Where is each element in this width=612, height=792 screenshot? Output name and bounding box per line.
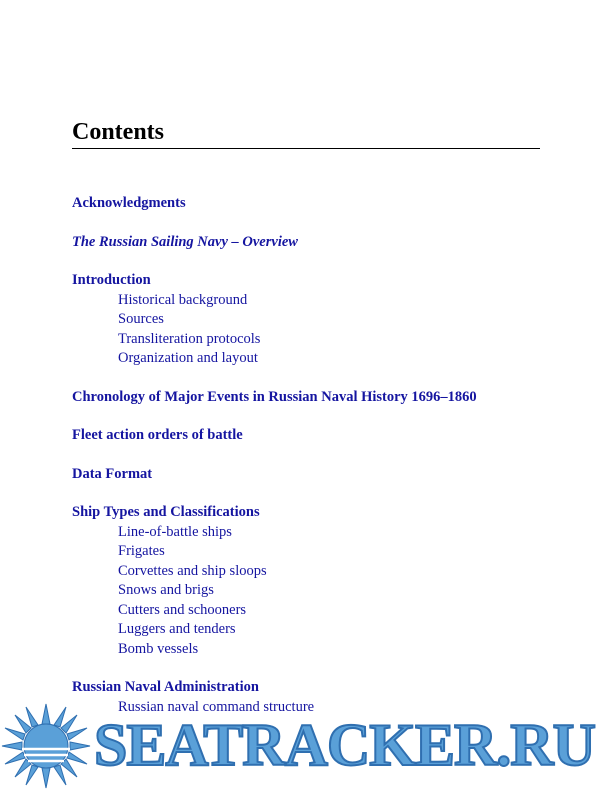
toc-section-data-format xyxy=(72,465,542,485)
toc-link-introduction[interactable]: Introduction xyxy=(72,272,151,288)
toc-link-naval-admin[interactable]: Russian Naval Administration xyxy=(72,679,259,695)
page-title: Contents xyxy=(72,118,540,149)
sun-over-sea-icon xyxy=(0,702,92,790)
toc-sublink-transliteration[interactable]: Transliteration protocols xyxy=(118,330,261,347)
toc-sublink-organization[interactable]: Organization and layout xyxy=(118,350,258,366)
table-of-contents xyxy=(72,194,542,736)
toc-section-acknowledgments xyxy=(72,194,542,214)
toc-link-data-format[interactable]: Data Format xyxy=(72,465,153,482)
toc-sublink-luggers[interactable]: Luggers and tenders xyxy=(118,621,236,637)
toc-sublink-cutters[interactable]: Cutters and schooners xyxy=(118,601,247,618)
toc-link-fleet-action[interactable]: Fleet action orders of battle xyxy=(72,427,243,443)
toc-sublink-sources[interactable]: Sources xyxy=(118,311,164,327)
toc-section-fleet-action xyxy=(72,426,542,446)
watermark-text: SEATRACKER.RU xyxy=(94,712,595,778)
toc-section-overview xyxy=(72,233,542,253)
watermark xyxy=(0,698,612,792)
toc-sublink-command-structure[interactable]: Russian naval command structure xyxy=(118,698,315,715)
toc-sublink-line-of-battle[interactable]: Line-of-battle ships xyxy=(118,523,232,540)
toc-section-chronology xyxy=(72,388,542,408)
toc-sublink-frigates[interactable]: Frigates xyxy=(118,543,165,559)
toc-section-introduction xyxy=(72,271,542,369)
toc-sublink-historical-background[interactable]: Historical background xyxy=(118,291,248,308)
toc-section-ship-types xyxy=(72,503,542,659)
toc-link-acknowledgments[interactable]: Acknowledgments xyxy=(72,195,186,211)
toc-link-chronology[interactable]: Chronology of Major Events in Russian Naval History 1696–1860 xyxy=(72,388,477,405)
toc-link-ship-types[interactable]: Ship Types and Classifications xyxy=(72,504,260,520)
toc-sublink-corvettes[interactable]: Corvettes and ship sloops xyxy=(118,562,267,579)
toc-sublink-snows-brigs[interactable]: Snows and brigs xyxy=(118,582,214,598)
toc-link-overview[interactable]: The Russian Sailing Navy – Overview xyxy=(72,233,298,250)
toc-sublink-bomb-vessels[interactable]: Bomb vessels xyxy=(118,640,199,657)
